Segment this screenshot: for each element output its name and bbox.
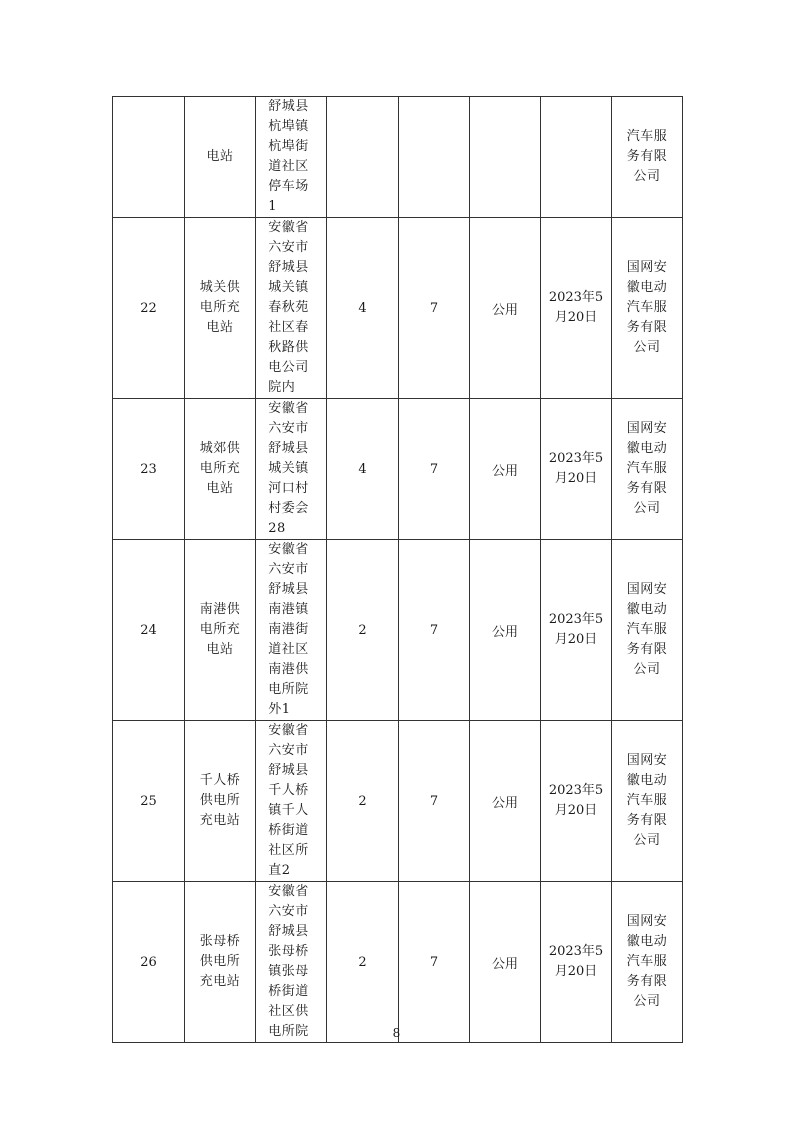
address-cell: 安徽省六安市舒城县城关镇春秋苑社区春秋路供电公司院内 (256, 218, 327, 399)
operator-cell: 国网安徽电动汽车服务有限公司 (612, 721, 683, 882)
pile-count-cell (327, 97, 399, 218)
row-number-cell: 24 (113, 540, 185, 721)
pile-count-cell: 2 (327, 540, 399, 721)
row-number-cell: 25 (113, 721, 185, 882)
pile-count-cell: 4 (327, 218, 399, 399)
station-name-cell: 城关供电所充电站 (185, 218, 256, 399)
operator-cell: 国网安徽电动汽车服务有限公司 (612, 882, 683, 1043)
station-name-cell: 城郊供电所充电站 (185, 399, 256, 540)
operator-cell: 汽车服务有限公司 (612, 97, 683, 218)
station-name-cell: 电站 (185, 97, 256, 218)
row-number-cell: 23 (113, 399, 185, 540)
row-number-cell: 22 (113, 218, 185, 399)
pile-count-cell: 4 (327, 399, 399, 540)
usage-type-cell: 公用 (470, 721, 541, 882)
gun-count-cell (399, 97, 470, 218)
address-cell: 安徽省六安市舒城县千人桥镇千人桥街道社区所直2 (256, 721, 327, 882)
address-cell: 舒城县杭埠镇杭埠街道社区停车场1 (256, 97, 327, 218)
page-number: 8 (392, 1026, 401, 1040)
usage-type-cell: 公用 (470, 399, 541, 540)
date-cell (541, 97, 612, 218)
table-row (113, 399, 683, 540)
operator-cell: 国网安徽电动汽车服务有限公司 (612, 218, 683, 399)
row-number-cell: 26 (113, 882, 185, 1043)
gun-count-cell: 7 (399, 540, 470, 721)
usage-type-cell: 公用 (470, 540, 541, 721)
date-cell: 2023年5月20日 (541, 721, 612, 882)
usage-type-cell (470, 97, 541, 218)
table-row (113, 97, 683, 218)
gun-count-cell: 7 (399, 721, 470, 882)
date-cell: 2023年5月20日 (541, 399, 612, 540)
charging-station-table (112, 96, 683, 1043)
address-cell: 安徽省六安市舒城县南港镇南港街道社区南港供电所院外1 (256, 540, 327, 721)
table-row (113, 882, 683, 1043)
address-cell: 安徽省六安市舒城县城关镇河口村村委会28 (256, 399, 327, 540)
gun-count-cell: 7 (399, 218, 470, 399)
pile-count-cell: 2 (327, 721, 399, 882)
pile-count-cell: 2 (327, 882, 399, 1043)
operator-cell: 国网安徽电动汽车服务有限公司 (612, 399, 683, 540)
date-cell: 2023年5月20日 (541, 882, 612, 1043)
date-cell: 2023年5月20日 (541, 218, 612, 399)
operator-cell: 国网安徽电动汽车服务有限公司 (612, 540, 683, 721)
table-row (113, 540, 683, 721)
station-name-cell: 南港供电所充电站 (185, 540, 256, 721)
usage-type-cell: 公用 (470, 218, 541, 399)
table-row (113, 218, 683, 399)
gun-count-cell: 7 (399, 399, 470, 540)
address-cell: 安徽省六安市舒城县张母桥镇张母桥街道社区供电所院 (256, 882, 327, 1043)
station-name-cell: 千人桥供电所充电站 (185, 721, 256, 882)
usage-type-cell: 公用 (470, 882, 541, 1043)
date-cell: 2023年5月20日 (541, 540, 612, 721)
row-number-cell (113, 97, 185, 218)
station-name-cell: 张母桥供电所充电站 (185, 882, 256, 1043)
table-row (113, 721, 683, 882)
gun-count-cell: 7 (399, 882, 470, 1043)
